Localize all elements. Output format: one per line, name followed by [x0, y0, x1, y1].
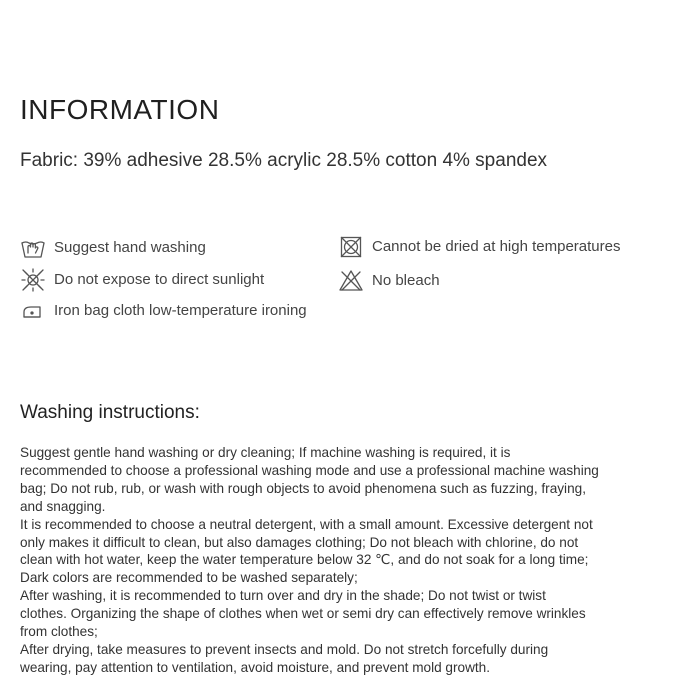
care-item-no-tumble-dry — [338, 234, 621, 260]
instruction-line: After washing, it is recommended to turn over and dry in the shade; Do not twist or twist — [20, 588, 546, 604]
instruction-line: It is recommended to choose a neutral detergent, with a small amount. Excessive detergent not — [20, 516, 593, 532]
instruction-line: from clothes; — [20, 624, 98, 640]
instruction-line: Dark colors are recommended to be washed separately; — [20, 570, 358, 586]
instruction-line: wearing, pay attention to ventilation, avoid moisture, and prevent mold growth. — [20, 659, 491, 675]
care-label: Do not expose to direct sunlight — [54, 271, 265, 288]
no-bleach-icon — [338, 268, 364, 294]
care-label: Cannot be dried at high temperatures — [372, 238, 621, 255]
care-label: No bleach — [372, 272, 440, 289]
care-item-hand-wash — [20, 235, 206, 261]
hand-wash-icon — [20, 235, 46, 261]
instruction-line: and snagging. — [20, 498, 106, 514]
iron-low-icon — [20, 298, 46, 324]
instruction-line: After drying, take measures to prevent insects and mold. Do not stretch forcefully during — [20, 641, 549, 657]
instruction-line: Suggest gentle hand washing or dry cleaning; If machine washing is required, it is — [20, 445, 511, 460]
care-label: Suggest hand washing — [54, 239, 206, 256]
instruction-line: only makes it difficult to clean, but also damages clothing; Do not bleach with chlorine, do not — [20, 534, 579, 550]
instruction-line: bag; Do not rub, rub, or wash with rough objects to avoid phenomena such as fuzzing, fraying, — [20, 480, 586, 496]
care-item-no-sunlight — [20, 267, 264, 293]
care-item-no-bleach — [338, 268, 440, 294]
instruction-line: recommended to choose a professional washing mode and use a professional machine washing — [20, 462, 599, 478]
instruction-line: clothes. Organizing the shape of clothes when wet or semi dry can effectively remove wrinkles — [20, 606, 586, 622]
care-label: Iron bag cloth low-temperature ironing — [54, 302, 307, 319]
instruction-line: clean with hot water, keep the water temperature below 32 ℃, and do not soak for a long time; — [20, 552, 589, 568]
washing-instructions-heading: Washing instructions: — [20, 402, 200, 423]
no-tumble-dry-icon — [338, 234, 364, 260]
no-sunlight-icon — [20, 267, 46, 293]
fabric-composition: Fabric: 39% adhesive 28.5% acrylic 28.5% cotton 4% spandex — [20, 150, 548, 171]
washing-instructions-body — [20, 444, 670, 677]
care-item-iron-low — [20, 298, 307, 324]
page-title: INFORMATION — [20, 94, 220, 125]
